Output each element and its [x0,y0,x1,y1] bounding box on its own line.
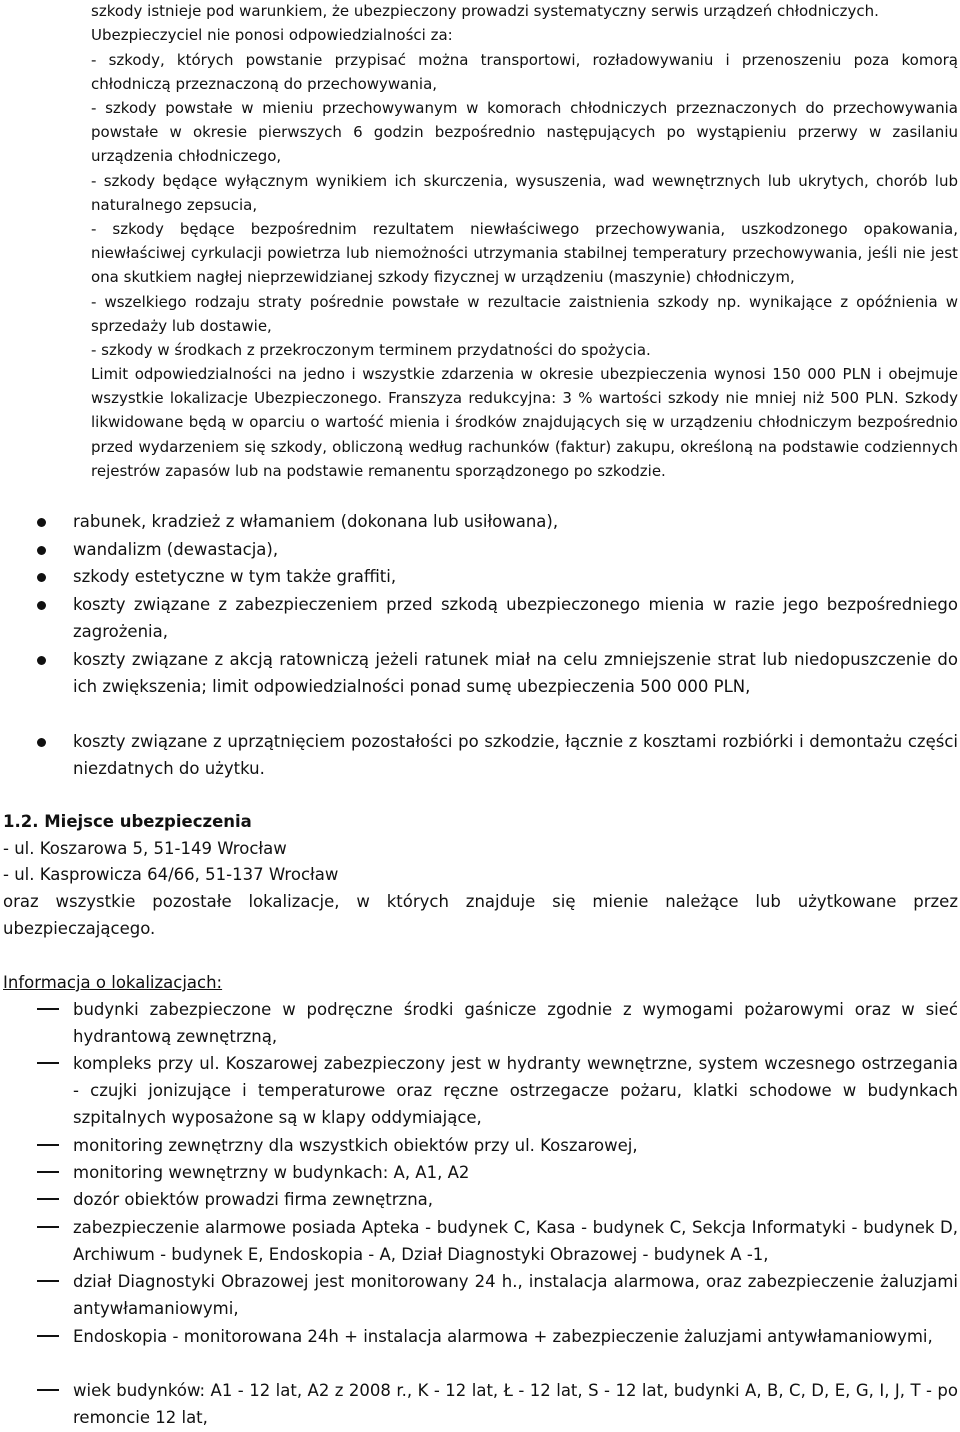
bullet-text: szkody estetyczne w tym także graffiti, [73,567,397,586]
info-text: monitoring zewnętrzny dla wszystkich obiektów przy ul. Koszarowej, [73,1136,638,1155]
bullet-text: koszty związane z akcją ratowniczą jeżeli ratunek miał na celu zmniejszenie strat lub niedopuszczenie do ich zwiększenia; limit odpowiedzialności ponad sumę ubezpieczenia 500 000 PLN, [73,650,958,696]
dash-icon [37,1389,59,1391]
info-text: zabezpieczenie alarmowe posiada Apteka - budynek C, Kasa - budynek C, Sekcja Informatyki - budynek D, Archiwum - budynek E, Endoskopia - A, Dział Diagnostyki Obrazowej - budynek A -1, [73,1218,958,1264]
info-text: budynki zabezpieczone w podręczne środki gaśnicze zgodnie z wymogami pożarowymi oraz w sieć hydrantową zewnętrzną, [73,1000,958,1046]
exclusion-item: - szkody będące wyłącznym wynikiem ich skurczenia, wysuszenia, wad wewnętrznych lub ukrytych, chorób lub naturalnego zepsucia, [91,172,958,215]
bullet-text: rabunek, kradzież z włamaniem (dokonana lub usiłowana), [73,512,559,531]
info-text: wiek budynków: A1 - 12 lat, A2 z 2008 r., K - 12 lat, Ł - 12 lat, S - 12 lat, budynki A, B, C, D, E, G, I, J, T - po remoncie 12 lat, [73,1381,958,1427]
bullet-text: koszty związane z zabezpieczeniem przed szkodą ubezpieczonego mienia w razie jego bezpośredniego zagrożenia, [73,595,958,641]
info-text: monitoring wewnętrzny w budynkach: A, A1, A2 [73,1163,470,1182]
info-text: kompleks przy ul. Koszarowej zabezpieczony jest w hydranty wewnętrzne, system wczesnego ostrzegania - czujki jonizujące i temperaturowe oraz ręczne ostrzegacze pożaru, klatki schodowe w budynkach szpitalnych wyposażone są w klapy oddymiające, [73,1054,958,1127]
dash-icon [37,1171,59,1173]
address-line: - ul. Koszarowa 5, 51-149 Wrocław [3,839,287,858]
dash-icon [37,1008,59,1010]
info-text: dozór obiektów prowadzi firma zewnętrzna, [73,1190,434,1209]
dash-icon [37,1226,59,1228]
info-heading: Informacja o lokalizacjach: [3,973,223,992]
paragraph: szkody istnieje pod warunkiem, że ubezpieczony prowadzi systematyczny serwis urządzeń chłodniczych. [91,2,879,20]
dash-icon [37,1198,59,1200]
dash-icon [37,1062,59,1064]
exclusion-item: - szkody, których powstanie przypisać można transportowi, rozładowywaniu i przenoszeniu poza komorą chłodniczą przeznaczoną do przechowywania, [91,51,958,94]
paragraph: oraz wszystkie pozostałe lokalizacje, w których znajduje się mienie należące lub użytkowane przez ubezpieczającego. [3,892,958,938]
bullet-icon [37,546,46,555]
paragraph: Ubezpieczyciel nie ponosi odpowiedzialności za: [91,26,453,44]
exclusion-item: - szkody w środkach z przekroczonym terminem przydatności do spożycia. [91,341,651,359]
info-text: dział Diagnostyki Obrazowej jest monitorowany 24 h., instalacja alarmowa, oraz zabezpieczenie żaluzjami antywłamaniowymi, [73,1272,958,1318]
exclusion-item: - szkody powstałe w mieniu przechowywanym w komorach chłodniczych przeznaczonych do przechowywania powstałe w okresie pierwszych 6 godzin bezpośrednio następujących po wystąpieniu przerwy w zasilaniu urządzenia chłodniczego, [91,99,958,166]
bullet-icon [37,738,46,747]
bullet-icon [37,601,46,610]
exclusion-item: - wszelkiego rodzaju straty pośrednie powstałe w rezultacie zaistnienia szkody np. wynikające z opóźnienia w sprzedaży lub dostawie, [91,293,958,336]
limit-paragraph: Limit odpowiedzialności na jedno i wszystkie zdarzenia w okresie ubezpieczenia wynosi 150 000 PLN i obejmuje wszystkie lokalizacje Ubezpieczonego. Franszyza redukcyjna: 3 % wartości szkody nie mniej niż 500 PLN. Szkody likwidowane będą w oparciu o wartość mienia i środków znajdujących się w urządzeniu chłodniczym bezpośrednio przed wydarzeniem się szkody, obliczoną według rachunków (faktur) zakupu, określoną na podstawie codziennych rejestrów zapasów lub na podstawie remanentu sporządzonego po szkodzie. [91,365,958,480]
bullet-icon [37,573,46,582]
section-heading: 1.2. Miejsce ubezpieczenia [3,812,252,831]
dash-icon [37,1335,59,1337]
info-text: Endoskopia - monitorowana 24h + instalacja alarmowa + zabezpieczenie żaluzjami antywłamaniowymi, [73,1327,933,1346]
bullet-icon [37,518,46,527]
bullet-text: koszty związane z uprzątnięciem pozostałości po szkodzie, łącznie z kosztami rozbiórki i demontażu części niezdatnych do użytku. [73,732,958,778]
bullet-icon [37,656,46,665]
dash-icon [37,1280,59,1282]
dash-icon [37,1144,59,1146]
address-line: - ul. Kasprowicza 64/66, 51-137 Wrocław [3,865,339,884]
exclusion-item: - szkody będące bezpośrednim rezultatem niewłaściwego przechowywania, uszkodzonego opakowania, niewłaściwej cyrkulacji powietrza lub niemożności utrzymania stabilnej temperatury przechowywania, jeśli nie jest ona skutkiem nagłej nieprzewidzianej szkody fizycznej w urządzeniu (maszynie) chłodniczym, [91,220,958,287]
bullet-text: wandalizm (dewastacja), [73,540,279,559]
